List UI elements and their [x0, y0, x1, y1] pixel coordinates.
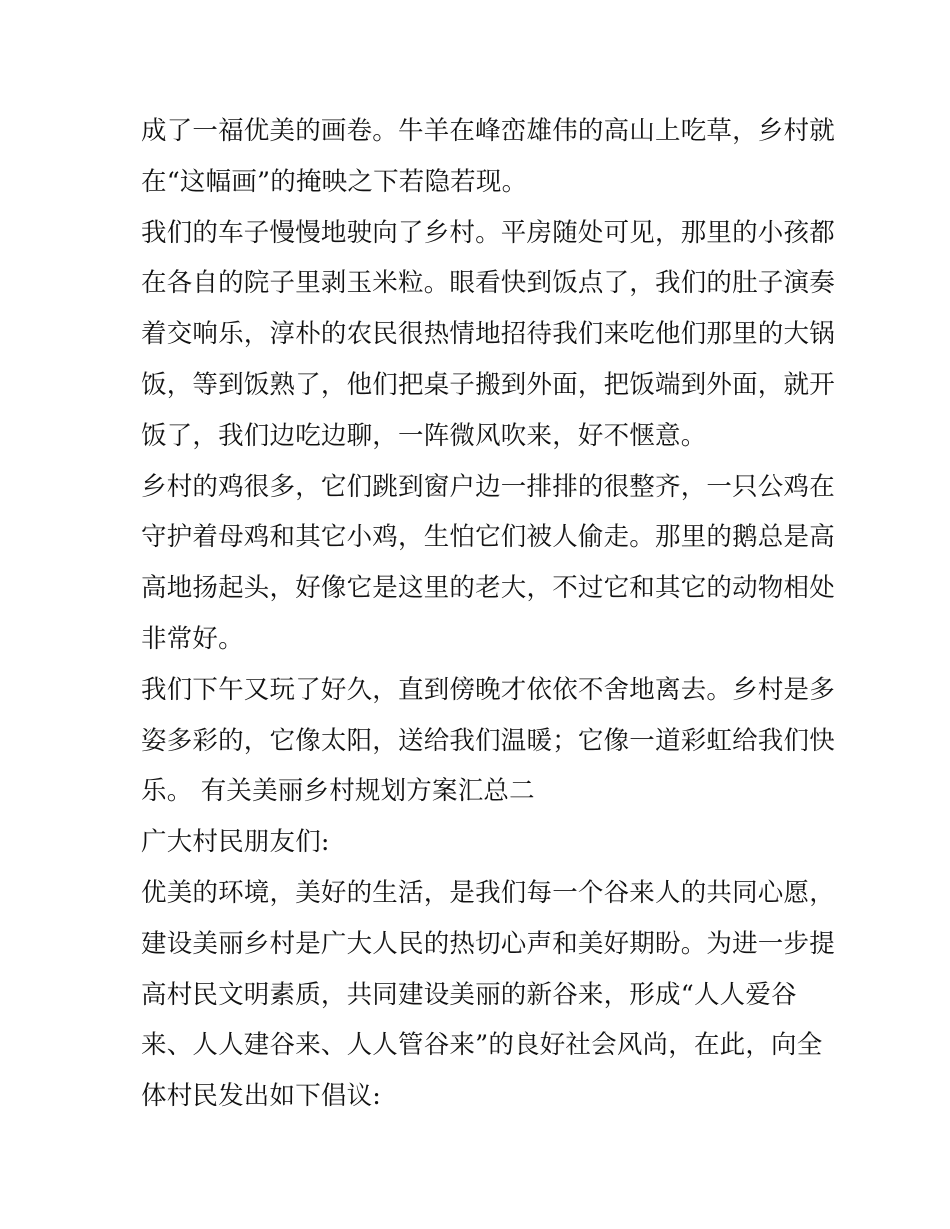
text-line: 我们下午又玩了好久，直到傍晚才依依不舍地离去。乡村是多	[141, 674, 835, 705]
text-line: 建设美丽乡村是广大人民的热切心声和美好期盼。为进一步提	[141, 928, 835, 959]
text-line: 在“这幅画”的掩映之下若隐若现。	[141, 166, 528, 197]
text-line: 体村民发出如下倡议:	[141, 1081, 382, 1112]
text-line: 姿多彩的，它像太阳，送给我们温暖；它像一道彩虹给我们快	[141, 725, 835, 756]
text-line: 饭了，我们边吃边聊，一阵微风吹来，好不惬意。	[141, 420, 707, 451]
text-line: 乡村的鸡很多，它们跳到窗户边一排排的很整齐，一只公鸡在	[141, 471, 835, 502]
text-line: 高村民文明素质，共同建设美丽的新谷来，形成“人人爱谷	[141, 979, 797, 1010]
text-line: 非常好。	[141, 623, 244, 654]
text-line: 我们的车子慢慢地驶向了乡村。平房随处可见，那里的小孩都	[141, 217, 835, 248]
body-text	[141, 106, 835, 1122]
text-line: 饭，等到饭熟了，他们把桌子搬到外面，把饭端到外面，就开	[141, 369, 835, 400]
text-line: 成了一福优美的画卷。牛羊在峰峦雄伟的高山上吃草，乡村就	[141, 116, 835, 146]
text-line: 高地扬起头，好像它是这里的老大，不过它和其它的动物相处	[141, 573, 835, 604]
section-heading: 乐。 有关美丽乡村规划方案汇总二	[141, 776, 535, 807]
text-line: 在各自的院子里剥玉米粒。眼看快到饭点了，我们的肚子演奏	[141, 268, 835, 299]
text-line: 守护着母鸡和其它小鸡，生怕它们被人偷走。那里的鹅总是高	[141, 522, 835, 553]
text-line: 来、人人建谷来、人人管谷来”的良好社会风尚，在此，向全	[141, 1030, 823, 1061]
salutation: 广大村民朋友们:	[141, 827, 330, 858]
text-line: 着交响乐，淳朴的农民很热情地招待我们来吃他们那里的大锅	[141, 319, 835, 350]
text-line: 优美的环境，美好的生活，是我们每一个谷来人的共同心愿，	[141, 877, 835, 908]
